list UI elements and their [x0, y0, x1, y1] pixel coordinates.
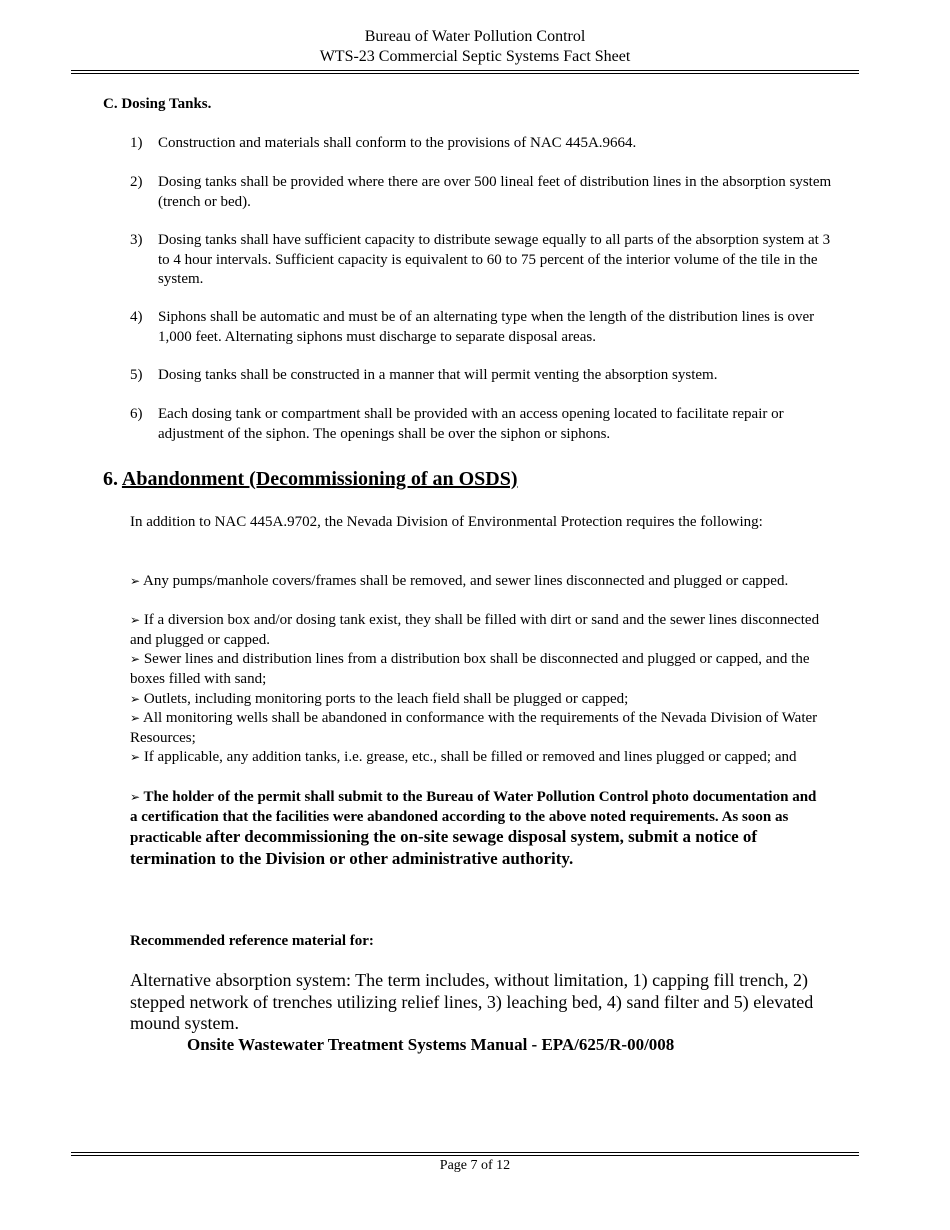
bullet-item-bold [130, 788, 825, 870]
arrow-bullet-icon: ➢ [130, 613, 141, 627]
item-number: 4) [130, 309, 143, 325]
bullet-text: If applicable, any addition tanks, i.e. grease, etc., shall be filled or removed and lines plugged or capped; and [143, 749, 797, 765]
section-c-heading: C. Dosing Tanks. [103, 96, 212, 112]
list-item: Dosing tanks shall be provided where there are over 500 lineal feet of distribution lines in the absorption system (trench or bed). [158, 174, 832, 210]
bullet-item [130, 748, 825, 768]
section-6-number: 6. [103, 468, 118, 490]
bullet-item [130, 572, 825, 592]
list-item: Dosing tanks shall have sufficient capacity to distribute sewage equally to all parts of the absorption system at 3 to 4 hour intervals. Sufficient capacity is equivalent to 60 to 75 percent of the interior volume of the tile in the system. [158, 232, 831, 287]
page-number: Page 7 of 12 [439, 1158, 511, 1173]
header-bureau: Bureau of Water Pollution Control [364, 28, 586, 45]
section-6-title: Abandonment (Decommissioning of an OSDS) [121, 468, 518, 490]
bullet-item [130, 650, 825, 689]
bullet-text-certification: The holder of the permit shall submit to the Bureau of Water Pollution Control photo documentation and a certification that the facilities were abandoned according to the above noted requirements. As soon as practicable [130, 789, 817, 846]
bullet-text: Sewer lines and distribution lines from a distribution box shall be disconnected and plugged or capped, and the boxes filled with sand; [130, 651, 810, 687]
list-item: Dosing tanks shall be constructed in a manner that will permit venting the absorption system. [158, 367, 718, 383]
reference-heading: Recommended reference material for: [130, 933, 374, 949]
bullet-text: All monitoring wells shall be abandoned in conformance with the requirements of the Nevada Division of Water Resources; [130, 710, 818, 746]
item-number: 6) [130, 406, 143, 422]
reference-manual: Onsite Wastewater Treatment Systems Manual - EPA/625/R-00/008 [187, 1035, 675, 1054]
footer-rule-bottom [71, 1155, 859, 1156]
arrow-bullet-icon: ➢ [130, 790, 141, 804]
item-number: 3) [130, 232, 143, 248]
arrow-bullet-icon: ➢ [130, 574, 141, 588]
item-number: 2) [130, 174, 143, 190]
list-item: Each dosing tank or compartment shall be provided with an access opening located to facilitate repair or adjustment of the siphon. The openings shall be over the siphon or siphons. [158, 406, 784, 442]
item-number: 1) [130, 135, 143, 151]
bullet-item [130, 690, 825, 710]
page-header [0, 27, 950, 67]
list-item: Siphons shall be automatic and must be of an alternating type when the length of the distribution lines is over 1,000 feet. Alternating siphons must discharge to separate disposal areas. [158, 309, 815, 345]
list-item: Construction and materials shall conform to the provisions of NAC 445A.9664. [158, 135, 637, 151]
header-fact-sheet-title: WTS-23 Commercial Septic Systems Fact Sheet [319, 48, 631, 65]
bullet-text-termination: after decommissioning the on-site sewage disposal system, submit a notice of termination to the Division or other administrative authority. [130, 827, 758, 868]
section-6-heading [103, 467, 518, 491]
footer-rule-top [71, 1152, 859, 1153]
arrow-bullet-icon: ➢ [130, 711, 141, 725]
bullet-text: If a diversion box and/or dosing tank exist, they shall be filled with dirt or sand and the sewer lines disconnected and plugged or capped. [130, 612, 820, 648]
header-rule-top [71, 70, 859, 71]
bullet-text: Outlets, including monitoring ports to the leach field shall be plugged or capped; [143, 691, 629, 707]
bullet-text: Any pumps/manhole covers/frames shall be removed, and sewer lines disconnected and plugged or capped. [143, 573, 789, 589]
arrow-bullet-icon: ➢ [130, 692, 141, 706]
reference-body: Alternative absorption system: The term includes, without limitation, 1) capping fill trench, 2) stepped network of trenches utilizing relief lines, 3) leaching bed, 4) sand filter and 5) elevated mound system. [130, 970, 814, 1033]
item-number: 5) [130, 367, 143, 383]
header-rule-bottom [71, 73, 859, 74]
bullet-item [130, 709, 825, 748]
arrow-bullet-icon: ➢ [130, 750, 141, 764]
section-6-intro: In addition to NAC 445A.9702, the Nevada Division of Environmental Protection requires the following: [130, 514, 763, 530]
bullet-item [130, 611, 825, 650]
arrow-bullet-icon: ➢ [130, 652, 141, 666]
